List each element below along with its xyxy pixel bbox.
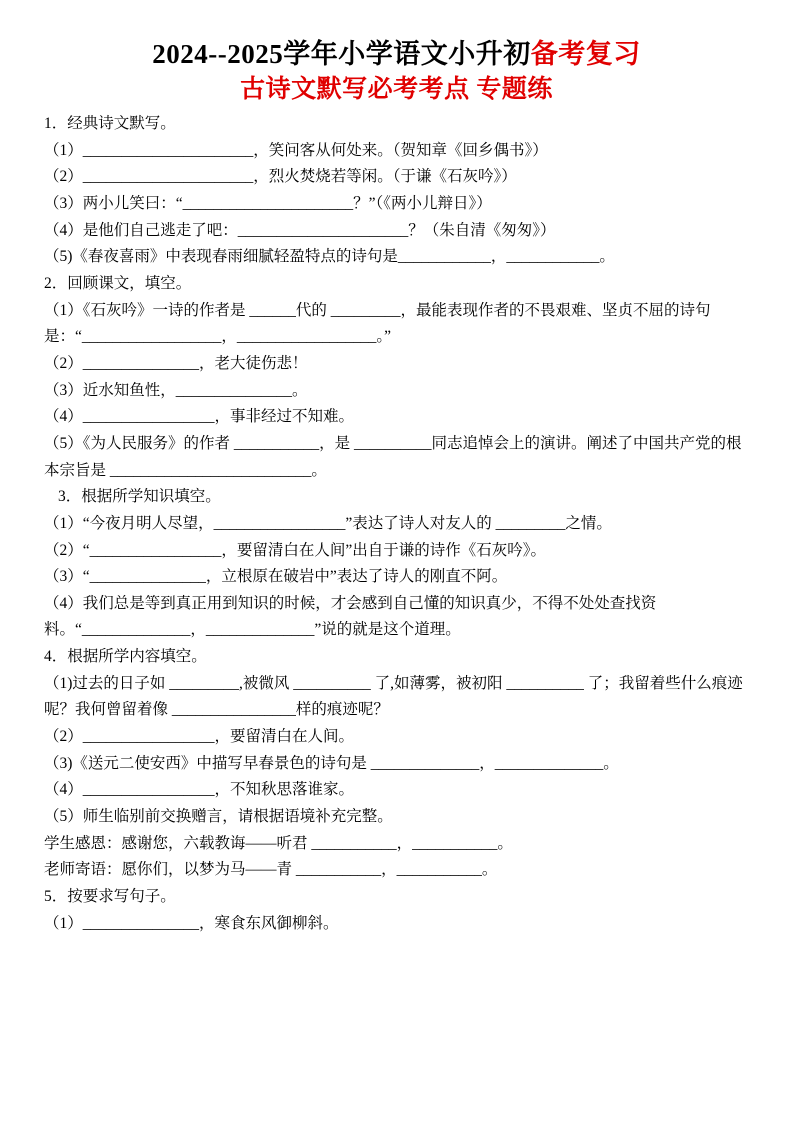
question-item: （1）______________________，笑问客从何处来。（贺知章《回乡偶书》） [44, 141, 548, 159]
question-item: （3）近水知鱼性，_______________。 [44, 381, 308, 399]
question-item: （5）《为人民服务》的作者 ___________，是 __________同志追悼会上的演讲。阐述了中国共产党的根本宗旨是 __________________________。 [44, 434, 742, 479]
question-item: （4）_________________，不知秋思落谁家。 [44, 781, 355, 799]
question-item: （1）《石灰吟》一诗的作者是 ______代的 _________，最能表现作者的不畏艰难、坚贞不屈的诗句是：“__________________，__________________。” [44, 301, 711, 346]
question-item: （3）“_______________，立根原在破岩中”表达了诗人的刚直不阿。 [44, 568, 508, 586]
section-heading: 3．根据所学知识填空。 [58, 488, 221, 506]
section-5 [44, 884, 749, 937]
section-heading: 5．按要求写句子。 [44, 888, 176, 906]
question-item: （4）是他们自己逃走了吧：______________________？（朱自清《匆匆》） [44, 221, 556, 239]
question-item: （1）“今夜月明人尽望，_________________”表达了诗人对友人的 _________之情。 [44, 514, 612, 532]
question-item: （1)过去的日子如 _________,被微风 __________ 了,如薄雾，被初阳 __________ 了；我留着些什么痕迹呢？我何曾留着像 ________________样的痕迹呢？ [44, 674, 743, 719]
question-item: （4）_________________，事非经过不知难。 [44, 408, 355, 426]
question-item: （2）_______________，老大徒伤悲！ [44, 354, 308, 372]
title-highlight: 备考复习 [530, 39, 641, 69]
question-item: （4）我们总是等到真正用到知识的时候，才会感到自己懂的知识真少，不得不处处查找资料。“______________，______________”说的就是这个道理。 [44, 594, 657, 639]
question-item: 老师寄语：愿你们，以梦为马——青 ___________，___________。 [44, 861, 498, 879]
worksheet-body [44, 111, 749, 937]
section-3 [44, 484, 749, 644]
question-item: （5)《春夜喜雨》中表现春雨细腻轻盈特点的诗句是____________，____________。 [44, 248, 615, 266]
page-subtitle: 古诗文默写必考考点 专题练 [240, 75, 553, 103]
question-item: （2）______________________，烈火焚烧若等闲。（于谦《石灰吟》） [44, 168, 517, 186]
question-item: （3）两小儿笑曰：“______________________？”（《两小儿辩日》） [44, 194, 492, 212]
section-1 [44, 111, 749, 271]
title-prefix: 2024--2025学年小学语文小升初 [152, 39, 531, 69]
section-4 [44, 644, 749, 884]
section-2 [44, 271, 749, 484]
section-heading: 1．经典诗文默写。 [44, 115, 176, 132]
question-item: （2）_________________，要留清白在人间。 [44, 728, 355, 746]
question-item: （2）“_________________，要留清白在人间”出自于谦的诗作《石灰吟》。 [44, 541, 547, 559]
section-heading: 4．根据所学内容填空。 [44, 648, 207, 666]
question-item: （1）_______________，寒食东风御柳斜。 [44, 914, 339, 932]
section-heading: 2．回顾课文，填空。 [44, 274, 192, 292]
question-item: （5）师生临别前交换赠言，请根据语境补充完整。 [44, 808, 393, 826]
page-title-line1 [44, 38, 749, 72]
question-item: （3)《送元二使安西》中描写早春景色的诗句是 ______________，______________。 [44, 754, 619, 772]
question-item: 学生感恩：感谢您，六载教诲——听君 ___________，___________。 [44, 834, 513, 852]
